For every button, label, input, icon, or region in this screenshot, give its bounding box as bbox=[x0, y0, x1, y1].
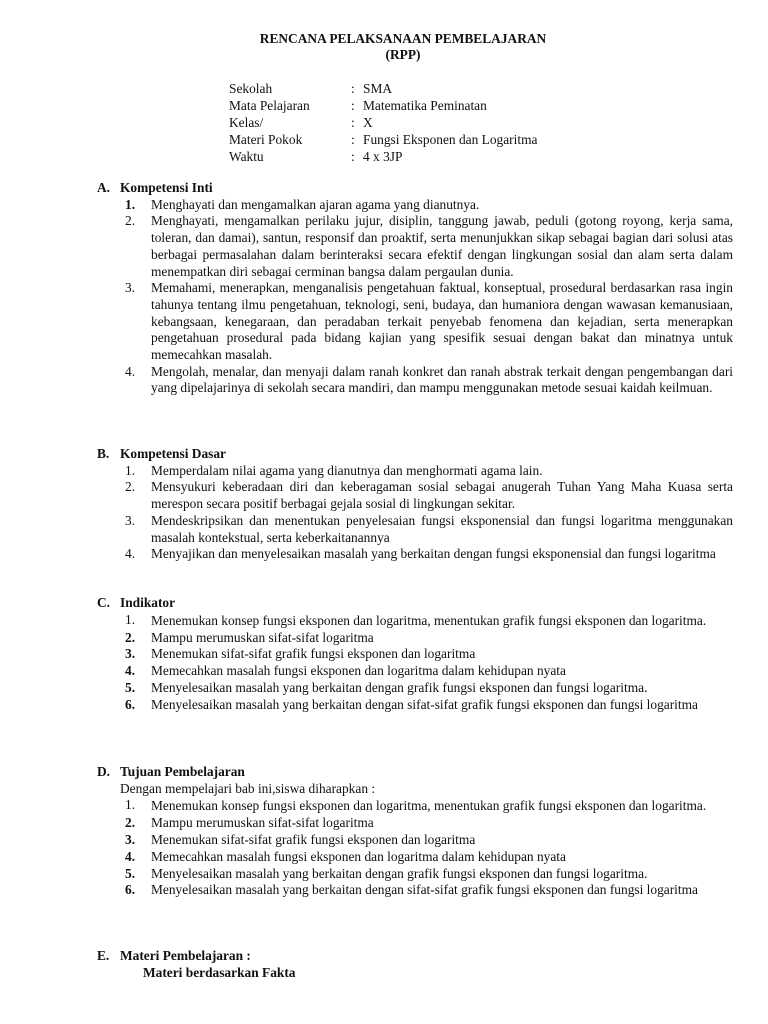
section-letter: B. bbox=[97, 446, 110, 461]
item-number: 5. bbox=[125, 679, 136, 695]
section-materi-pembelajaran bbox=[97, 948, 733, 981]
section-kompetensi-inti bbox=[97, 180, 733, 397]
document-subtitle: (RPP) bbox=[385, 47, 421, 62]
list-item bbox=[97, 630, 733, 647]
identity-value: SMA bbox=[363, 81, 393, 96]
section-heading bbox=[97, 948, 733, 965]
item-number: 2. bbox=[125, 479, 136, 495]
item-text: Mengolah, menalar, dan menyaji dalam ranah konkret dan ranah abstrak terkait dengan pengembangan dari yang dipelajarinya di sekolah secara mandiri, dan mampu menggunakan metode sesuai kaidah keilmuan. bbox=[151, 363, 733, 396]
item-text: Menghayati, mengamalkan perilaku jujur, disiplin, tanggung jawab, peduli (gotong royong, kerja sama, toleran, dan damai), santun, responsif dan proaktif, serta menunjukkan sikap sebagai bagian dari solusi atas berbagai permasalahan dalam berinteraksi secara efektif dengan lingkungan sosial dan alam serta dalam menempatkan diri sebagai cerminan bangsa dalam pergaulan dunia. bbox=[151, 213, 733, 279]
item-text: Menyelesaikan masalah yang berkaitan dengan grafik fungsi eksponen dan fungsi logaritma. bbox=[151, 679, 648, 695]
list-item bbox=[97, 832, 733, 849]
list-item bbox=[97, 815, 733, 832]
section-title: Materi Pembelajaran : bbox=[120, 948, 251, 963]
section-title: Tujuan Pembelajaran bbox=[120, 764, 245, 779]
item-text: Menemukan sifat-sifat grafik fungsi eksponen dan logaritma bbox=[151, 646, 476, 662]
document-title: RENCANA PELAKSANAAN PEMBELAJARAN bbox=[259, 31, 547, 46]
identity-label: Materi Pokok bbox=[229, 132, 303, 147]
item-text: Menyajikan dan menyelesaikan masalah yang berkaitan dengan fungsi eksponensial dan fungsi logaritma bbox=[151, 546, 716, 562]
section-tujuan-pembelajaran bbox=[97, 764, 733, 899]
section-title: Indikator bbox=[120, 595, 176, 610]
item-text: Menyelesaikan masalah yang berkaitan dengan sifat-sifat grafik fungsi eksponen dan fungsi logaritma bbox=[151, 882, 698, 898]
item-number: 1. bbox=[125, 797, 136, 813]
item-text: Memahami, menerapkan, menganalisis pengetahuan faktual, konseptual, prosedural berdasarkan rasa ingin tahunya tentang ilmu pengetahuan, teknologi, seni, budaya, dan humaniora dengan wawasan kemanusiaan, kebangsaan, kenegaraan, dan peradaban terkait penyebab fenomena dan kejadian, serta menerapkan pengetahuan prosedural pada bidang kajian yang spesifik sesuai dengan bakat dan minatnya untuk memecahkan masalah. bbox=[151, 280, 733, 363]
item-number: 1. bbox=[125, 196, 136, 212]
identity-label: Mata Pelajaran bbox=[229, 98, 310, 113]
section-letter: A. bbox=[97, 180, 111, 195]
item-number: 3. bbox=[125, 646, 136, 662]
identity-value: Fungsi Eksponen dan Logaritma bbox=[363, 132, 538, 147]
list-item bbox=[97, 866, 733, 883]
item-number: 2. bbox=[125, 815, 136, 831]
identity-value: 4 x 3JP bbox=[363, 149, 403, 164]
identity-colon: : bbox=[351, 98, 355, 113]
identity-colon: : bbox=[351, 149, 355, 164]
section-intro: Dengan mempelajari bab ini,siswa diharapkan : bbox=[120, 780, 376, 796]
item-number: 5. bbox=[125, 865, 136, 881]
item-text: Memperdalam nilai agama yang dianutnya dan menghormati agama lain. bbox=[151, 462, 543, 478]
item-number: 3. bbox=[125, 832, 136, 848]
section-indikator bbox=[97, 595, 733, 713]
list-item bbox=[97, 697, 733, 714]
item-number: 1. bbox=[125, 611, 136, 627]
identity-row-time bbox=[229, 149, 537, 166]
identity-colon: : bbox=[351, 132, 355, 147]
item-text: Memecahkan masalah fungsi eksponen dan logaritma dalam kehidupan nyata bbox=[151, 848, 566, 864]
item-text: Menghayati dan mengamalkan ajaran agama yang dianutnya. bbox=[151, 196, 480, 212]
list-item bbox=[97, 797, 733, 815]
item-number: 3. bbox=[125, 512, 136, 528]
section-list bbox=[97, 197, 733, 397]
identity-table bbox=[229, 81, 537, 166]
section-list bbox=[97, 797, 733, 899]
identity-row-subject bbox=[229, 98, 537, 115]
item-text: Memecahkan masalah fungsi eksponen dan logaritma dalam kehidupan nyata bbox=[151, 663, 566, 679]
item-text: Mampu merumuskan sifat-sifat logaritma bbox=[151, 629, 374, 645]
list-item bbox=[97, 513, 733, 546]
identity-row-topic bbox=[229, 132, 537, 149]
identity-label: Sekolah bbox=[229, 81, 273, 96]
item-text: Menemukan konsep fungsi eksponen dan logaritma, menentukan grafik fungsi eksponen dan logaritma. bbox=[151, 612, 707, 628]
item-number: 2. bbox=[125, 213, 136, 229]
item-number: 6. bbox=[125, 696, 136, 712]
item-number: 4. bbox=[125, 848, 136, 864]
section-subheading: Materi berdasarkan Fakta bbox=[143, 964, 296, 980]
item-number: 2. bbox=[125, 629, 136, 645]
section-title: Kompetensi Dasar bbox=[120, 446, 227, 461]
identity-value: Matematika Peminatan bbox=[363, 98, 487, 113]
list-item bbox=[97, 364, 733, 397]
section-letter: E. bbox=[97, 948, 110, 963]
section-list bbox=[97, 612, 733, 714]
list-item bbox=[97, 546, 733, 563]
section-letter: D. bbox=[97, 764, 111, 779]
list-item bbox=[97, 479, 733, 512]
section-heading bbox=[97, 446, 733, 463]
item-text: Mampu merumuskan sifat-sifat logaritma bbox=[151, 815, 374, 831]
identity-value: X bbox=[363, 115, 373, 130]
list-item bbox=[97, 213, 733, 280]
section-title: Kompetensi Inti bbox=[120, 180, 213, 195]
identity-row-school bbox=[229, 81, 537, 98]
list-item bbox=[97, 197, 733, 214]
section-heading bbox=[97, 595, 733, 612]
item-text: Menyelesaikan masalah yang berkaitan dengan grafik fungsi eksponen dan fungsi logaritma. bbox=[151, 865, 648, 881]
item-text: Menemukan konsep fungsi eksponen dan logaritma, menentukan grafik fungsi eksponen dan logaritma. bbox=[151, 798, 707, 814]
item-text: Mensyukuri keberadaan diri dan keberagaman sosial sebagai anugerah Tuhan Yang Maha Kuasa serta merespon secara positif berbagai gejala sosial di lingkungan sekitar. bbox=[151, 479, 733, 512]
list-item bbox=[97, 646, 733, 663]
list-item bbox=[97, 882, 733, 899]
list-item bbox=[97, 612, 733, 630]
identity-row-class bbox=[229, 115, 537, 132]
list-item bbox=[97, 849, 733, 866]
section-letter: C. bbox=[97, 595, 111, 610]
identity-colon: : bbox=[351, 115, 355, 130]
section-heading bbox=[97, 764, 733, 781]
item-number: 6. bbox=[125, 882, 136, 898]
item-text: Menemukan sifat-sifat grafik fungsi eksponen dan logaritma bbox=[151, 832, 476, 848]
item-number: 4. bbox=[125, 663, 136, 679]
item-number: 4. bbox=[125, 363, 136, 379]
item-number: 3. bbox=[125, 280, 136, 296]
list-item bbox=[97, 463, 733, 480]
list-item bbox=[97, 663, 733, 680]
identity-label: Waktu bbox=[229, 149, 264, 164]
item-text: Mendeskripsikan dan menentukan penyelesaian fungsi eksponensial dan fungsi logaritma menggunakan masalah kontekstual, serta keberkaitanannya bbox=[151, 512, 733, 545]
item-number: 1. bbox=[125, 462, 136, 478]
list-item bbox=[97, 280, 733, 364]
identity-colon: : bbox=[351, 81, 355, 96]
item-number: 4. bbox=[125, 546, 136, 562]
section-kompetensi-dasar bbox=[97, 446, 733, 563]
section-list bbox=[97, 463, 733, 563]
item-text: Menyelesaikan masalah yang berkaitan dengan sifat-sifat grafik fungsi eksponen dan fungsi logaritma bbox=[151, 696, 698, 712]
list-item bbox=[97, 680, 733, 697]
section-heading bbox=[97, 180, 733, 197]
identity-label: Kelas/ bbox=[229, 115, 264, 130]
